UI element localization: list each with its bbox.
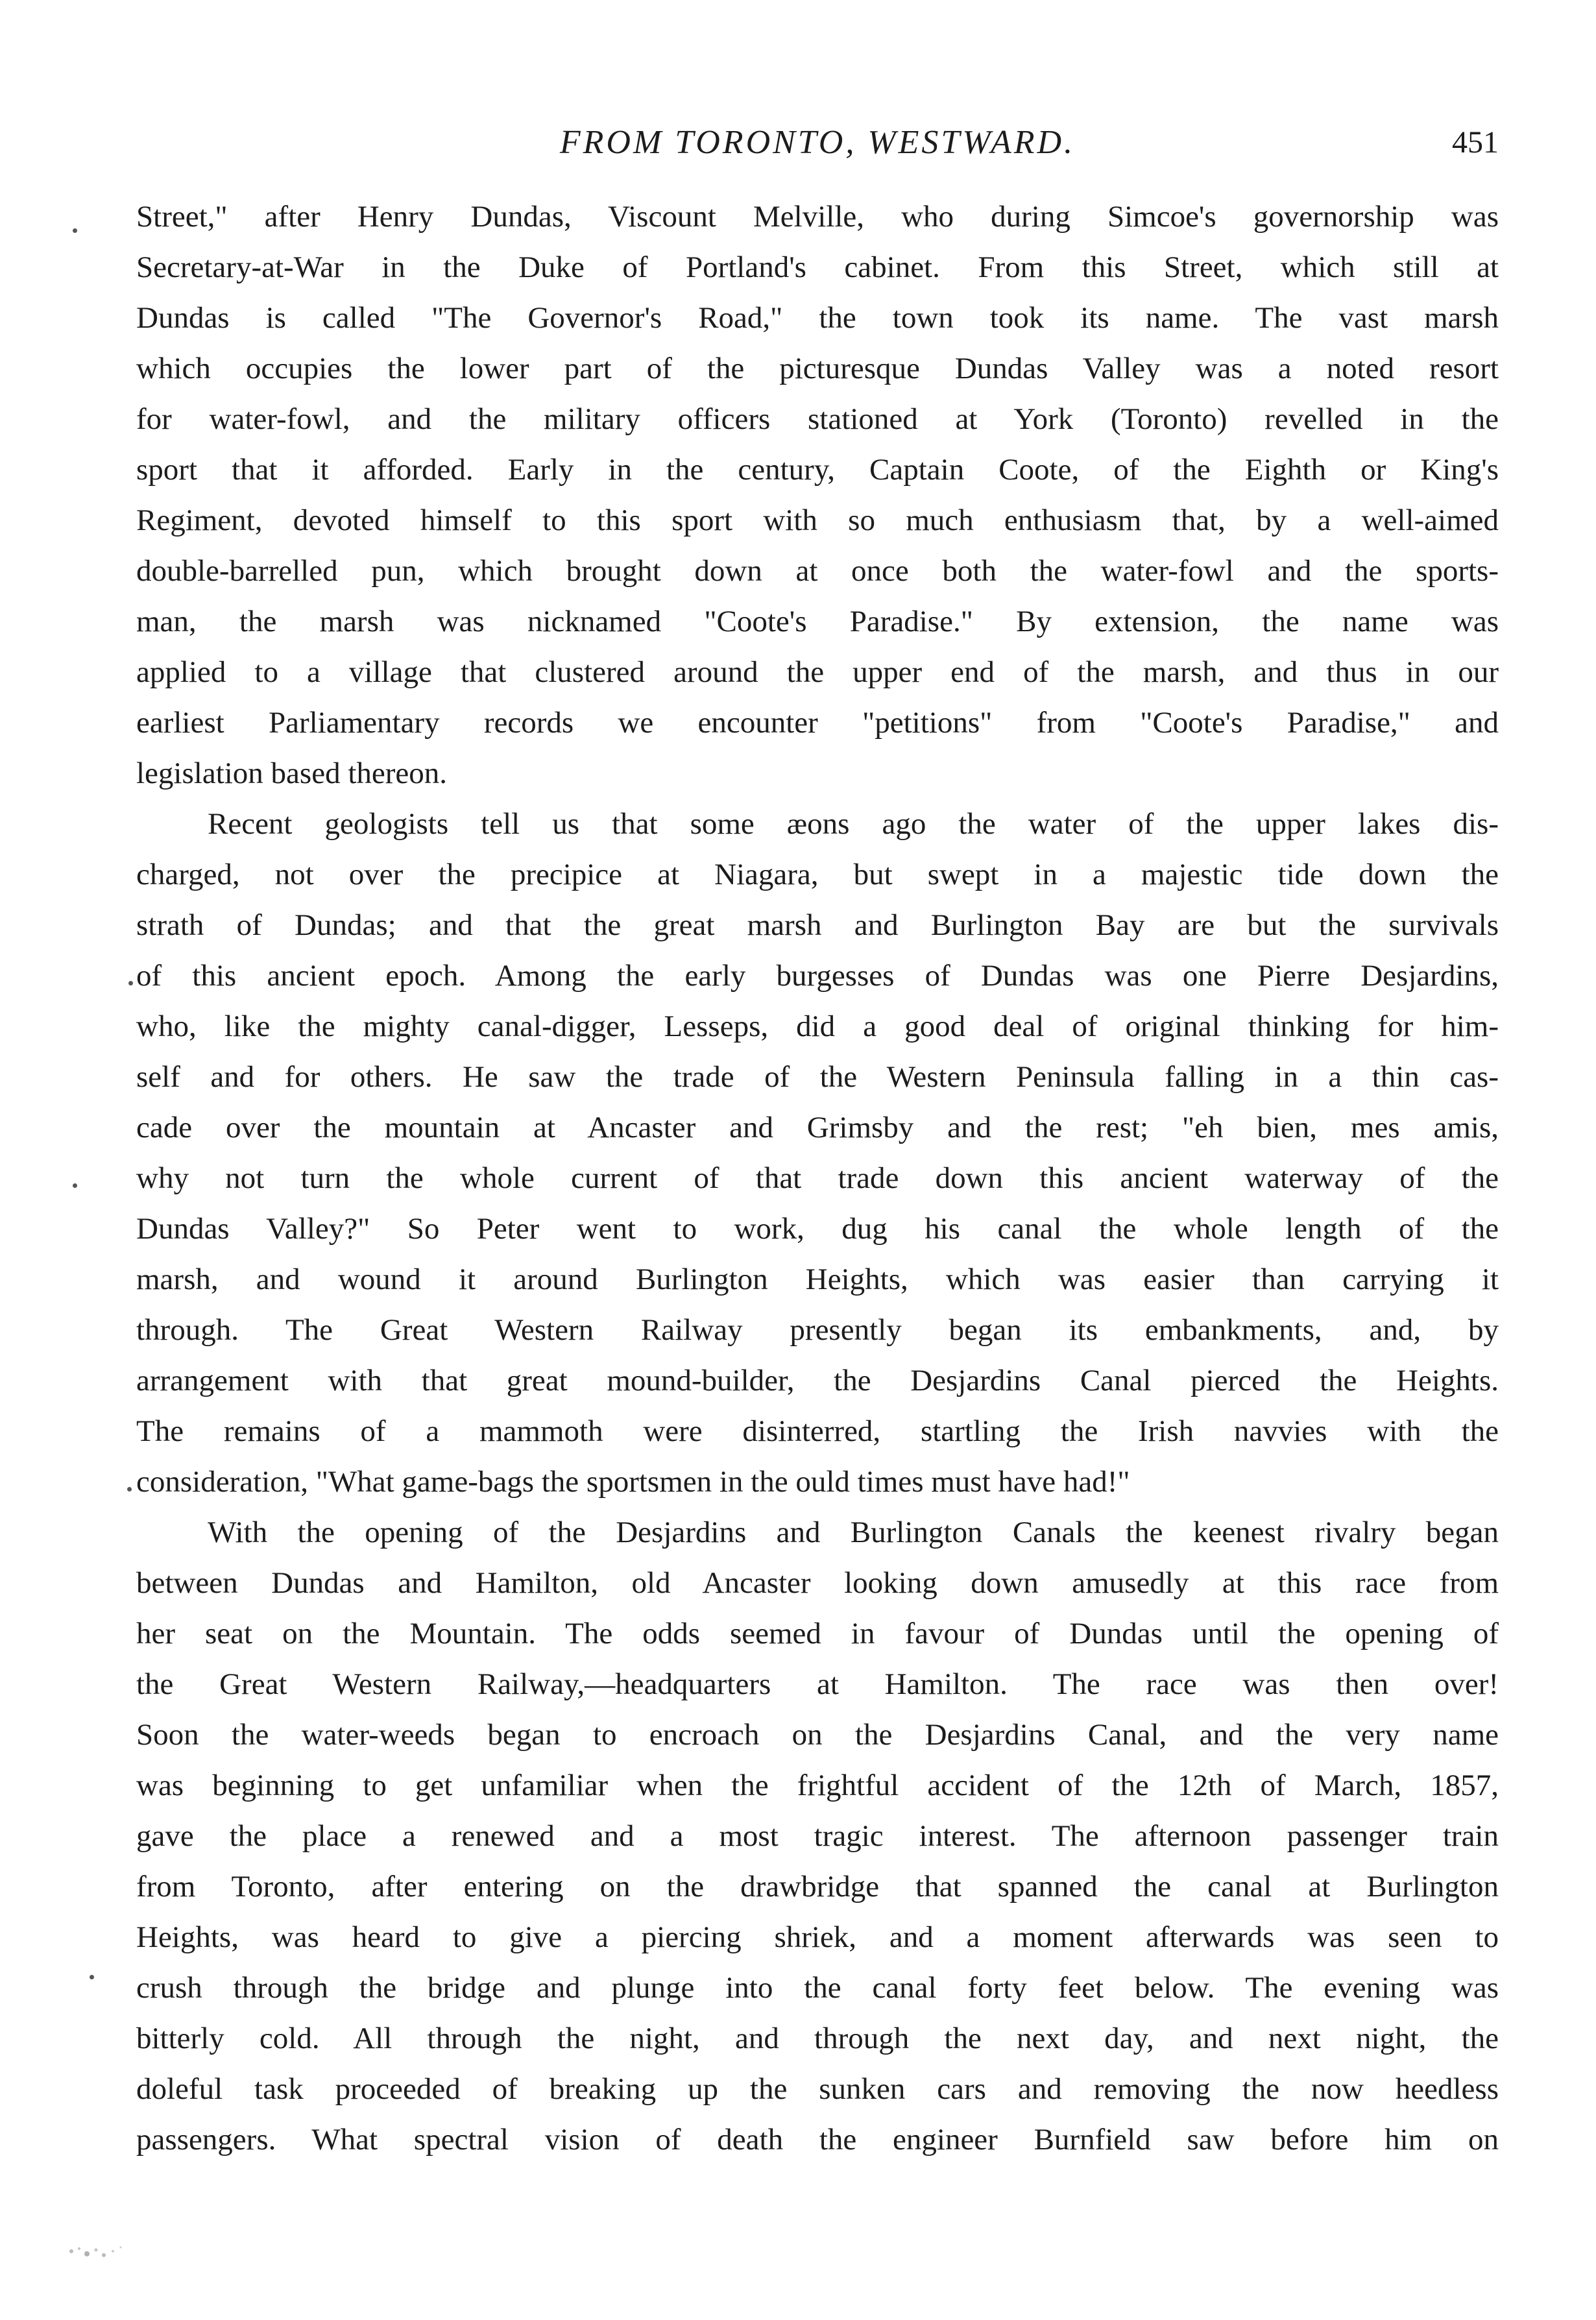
text-line: through. The Great Western Railway presently began its embankments, and, by [136,1313,1499,1347]
text-line: Secretary-at-War in the Duke of Portland's cabinet. From this Street, which still at [136,250,1499,284]
text-line: marsh, and wound it around Burlington Heights, which was easier than carrying it [136,1263,1499,1296]
text-line: Street," after Henry Dundas, Viscount Melville, who during Simcoe's governorship was [136,200,1499,234]
text-line: the Great Western Railway,—headquarters at Hamilton. The race was then over! [136,1667,1499,1701]
text-line: Dundas is called "The Governor's Road," the town took its name. The vast marsh [136,301,1499,335]
text-line: arrangement with that great mound-builder, the Desjardins Canal pierced the Heights. [136,1364,1499,1397]
text-line: charged, not over the precipice at Niagara, but swept in a majestic tide down the [136,858,1499,891]
text-line: who, like the mighty canal-digger, Lesseps, did a good deal of original thinking for him- [136,1009,1499,1043]
text-line: earliest Parliamentary records we encounter "petitions" from "Coote's Paradise," and [136,706,1499,740]
text-line: gave the place a renewed and a most tragic interest. The afternoon passenger train [136,1819,1499,1853]
running-title: FROM TORONTO, WESTWARD. [559,124,1076,161]
margin-mark [127,1487,132,1492]
text-line: self and for others. He saw the trade of the Western Peninsula falling in a thin cas- [136,1060,1499,1094]
text-line: crush through the bridge and plunge into the canal forty feet below. The evening was [136,1971,1499,2005]
margin-mark [128,981,133,985]
text-line: Dundas Valley?" So Peter went to work, dug his canal the whole length of the [136,1212,1499,1246]
text-line: passengers. What spectral vision of death the engineer Burnfield saw before him on [136,2123,1499,2157]
text-line: from Toronto, after entering on the drawbridge that spanned the canal at Burlington [136,1870,1499,1903]
body-text [136,191,1499,2165]
text-line: double-barrelled pun, which brought down at once both the water-fowl and the sports- [136,554,1499,588]
paragraph [136,1507,1499,2165]
page-number: 451 [1452,125,1499,160]
text-line: consideration, "What game-bags the sportsmen in the ould times must have had!" [136,1465,1130,1499]
text-line: bitterly cold. All through the night, and through the next day, and next night, the [136,2022,1499,2055]
text-line: which occupies the lower part of the picturesque Dundas Valley was a noted resort [136,352,1499,385]
text-line: Recent geologists tell us that some æons ago the water of the upper lakes dis- [208,807,1499,841]
text-line: strath of Dundas; and that the great marsh and Burlington Bay are but the survivals [136,908,1499,942]
text-line: Soon the water-weeds began to encroach on the Desjardins Canal, and the very name [136,1718,1499,1752]
text-line: her seat on the Mountain. The odds seemed in favour of Dundas until the opening of [136,1617,1499,1650]
running-head [136,117,1499,169]
text-line: man, the marsh was nicknamed "Coote's Paradise." By extension, the name was [136,605,1499,638]
paragraph [136,799,1499,1507]
paragraph [136,191,1499,799]
text-line: The remains of a mammoth were disinterred, startling the Irish navvies with the [136,1414,1499,1448]
text-line: doleful task proceeded of breaking up the sunken cars and removing the now heedless [136,2072,1499,2106]
text-line: With the opening of the Desjardins and Burlington Canals the keenest rivalry began [208,1516,1499,1549]
text-line: was beginning to get unfamiliar when the frightful accident of the 12th of March, 1857, [136,1769,1499,1802]
margin-mark [90,1975,94,1979]
text-line: Heights, was heard to give a piercing shriek, and a moment afterwards was seen to [136,1920,1499,1954]
text-line: cade over the mountain at Ancaster and Grimsby and the rest; "eh bien, mes amis, [136,1111,1499,1144]
text-line: applied to a village that clustered around the upper end of the marsh, and thus in our [136,655,1499,689]
text-line: sport that it afforded. Early in the century, Captain Coote, of the Eighth or King's [136,453,1499,487]
ink-smudge [65,2232,136,2264]
margin-mark [73,228,77,233]
text-line: why not turn the whole current of that trade down this ancient waterway of the [136,1161,1499,1195]
text-line: Regiment, devoted himself to this sport with so much enthusiasm that, by a well-aimed [136,503,1499,537]
margin-mark [73,1183,77,1188]
text-line: for water-fowl, and the military officers stationed at York (Toronto) revelled in the [136,402,1499,436]
text-line: between Dundas and Hamilton, old Ancaster looking down amusedly at this race from [136,1566,1499,1600]
text-line: legislation based thereon. [136,756,447,790]
text-line: of this ancient epoch. Among the early burgesses of Dundas was one Pierre Desjardins, [136,959,1499,993]
